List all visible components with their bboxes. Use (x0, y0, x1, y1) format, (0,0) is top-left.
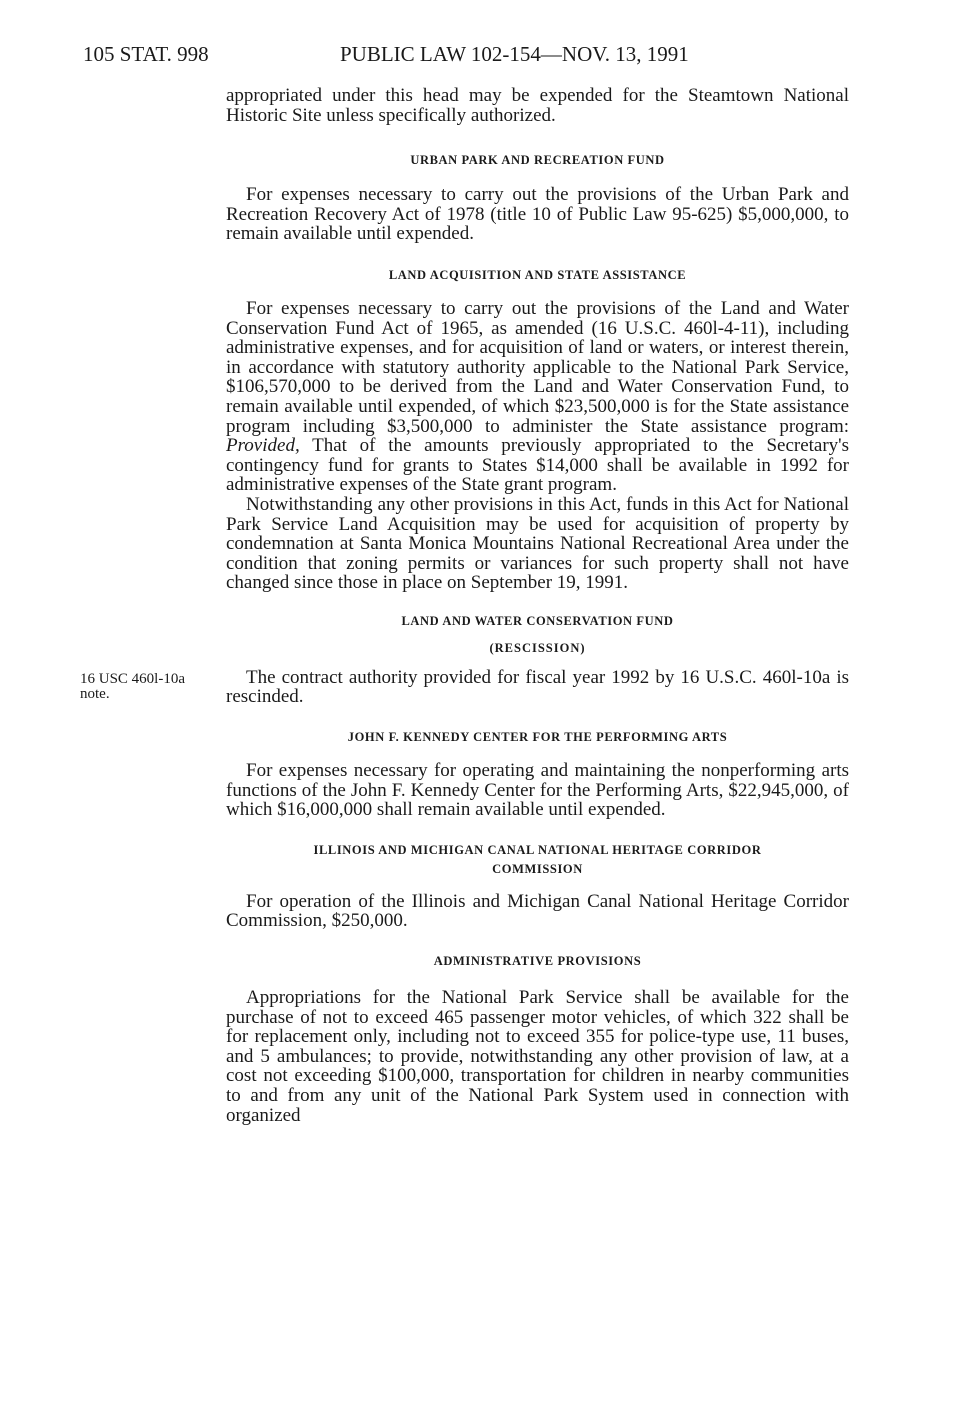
kennedy-center-heading: JOHN F. KENNEDY CENTER FOR THE PERFORMING ARTS (347, 730, 728, 745)
stat-page-number: 105 STAT. 998 (83, 42, 209, 66)
kennedy-center-paragraph: For expenses necessary for operating and maintaining the nonperforming arts functions of the John F. Kennedy Center for the Performing Arts, $22,945,000, of which $16,000,000 shall remain available until expended. (226, 760, 849, 821)
public-law-title: PUBLIC LAW 102-154—NOV. 13, 1991 (340, 42, 689, 66)
rescission-paragraph: The contract authority provided for fiscal year 1992 by 16 U.S.C. 460l-10a is rescinded. (226, 666, 849, 708)
margin-note (80, 672, 220, 702)
margin-note-suffix: note. (80, 685, 110, 702)
illinois-heading-line2: COMMISSION (492, 861, 583, 876)
document-body (80, 85, 849, 1126)
condemnation-paragraph: Notwithstanding any other provisions in this Act, funds in this Act for National Park Service Land Acquisition may be used for acquisition of property by condemnation at Santa Monica Mountains National Recreational Area under the condition that zoning permits or variances for such property shall not have changed since those in place on September 19, 1991. (226, 493, 849, 594)
lwcf-heading: LAND AND WATER CONSERVATION FUND (401, 613, 674, 628)
administrative-provisions-heading: ADMINISTRATIVE PROVISIONS (433, 954, 642, 969)
administrative-provisions-paragraph: Appropriations for the National Park Service shall be available for the purchase of not to exceed 465 passenger motor vehicles, of which 322 shall be for replacement only, including not to exceed 355 for police-type use, 11 buses, and 5 ambulances; to provide, notwithstanding any other provision of law, at a cost not exceeding $100,000, transportation for children in nearby communities to and from any unit of the National Park System used in connection with organized (226, 987, 849, 1126)
urban-park-paragraph: For expenses necessary to carry out the provisions of the Urban Park and Recreation Recovery Act of 1978 (title 10 of Public Law 95-625) $5,000,000, to remain available until expended. (226, 184, 849, 245)
rescission-section (80, 666, 849, 708)
land-acquisition-heading: LAND ACQUISITION AND STATE ASSISTANCE (388, 267, 687, 282)
margin-note-citation: 16 USC 460l-10a (80, 670, 185, 687)
illinois-heading-line1: ILLINOIS AND MICHIGAN CANAL NATIONAL HERITAGE CORRIDOR (313, 842, 762, 857)
land-acquisition-paragraph (226, 299, 849, 495)
illinois-michigan-paragraph: For operation of the Illinois and Michigan Canal National Heritage Corridor Commission, $250,000. (226, 890, 849, 932)
illinois-michigan-heading (226, 841, 849, 879)
intro-paragraph: appropriated under this head may be expended for the Steamtown National Historic Site unless specifically authorized. (226, 85, 849, 126)
land-acquisition-text-b: That of the amounts previously appropriated to the Secretary's contingency fund for grants to States $14,000 shall be available in 1992 for administrative expenses of the State grant program. (226, 435, 849, 496)
rescission-subheading: (RESCISSION) (489, 640, 586, 655)
provided-italic: Provided, (226, 435, 300, 457)
urban-park-heading: URBAN PARK AND RECREATION FUND (410, 153, 665, 168)
land-acquisition-text-a: For expenses necessary to carry out the provisions of the Land and Water Conservation Fund Act of 1965, as amended (16 U.S.C. 460l-4-11), including administrative expenses, and for acquisition of land or waters, or interest therein, in accordance with statutory authority applicable to the National Park Service, $106,570,000 to be derived from the Land and Water Conservation Fund, to remain available until expended, of which $23,500,000 is for the State assistance program including $3,500,000 to administer the State assistance program: (226, 297, 849, 437)
